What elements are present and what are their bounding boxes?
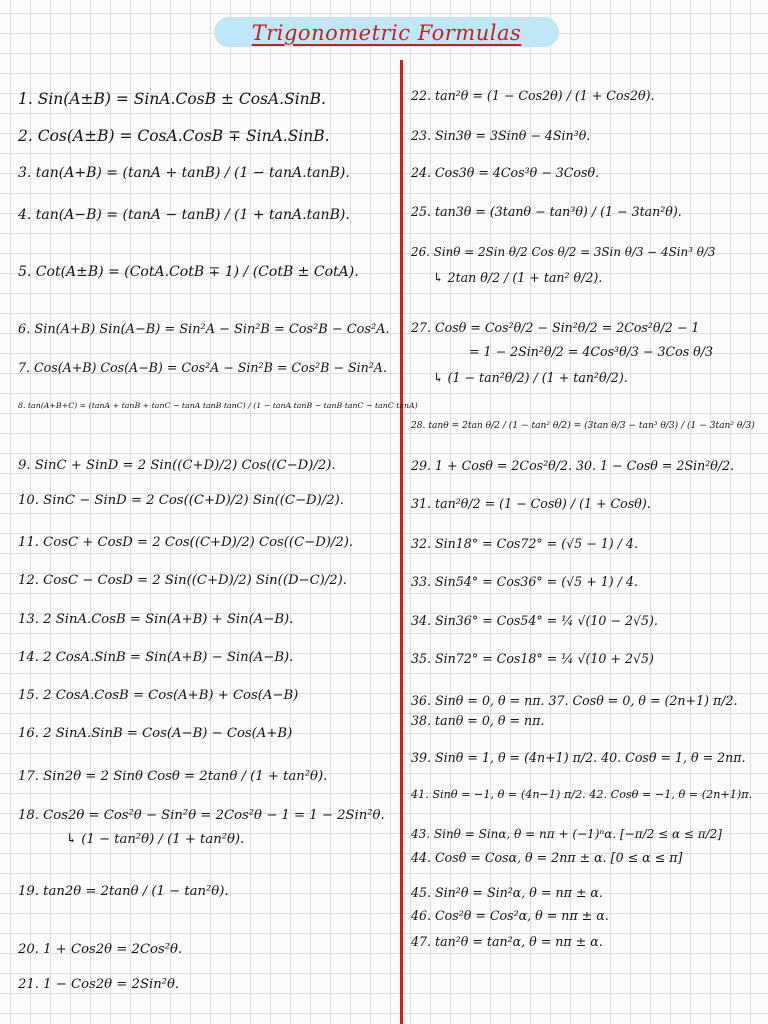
formula-45: 45. Sin²θ = Sin²α, θ = nπ ± α. bbox=[411, 885, 603, 900]
formula-16: 16. 2 SinA.SinB = Cos(A−B) − Cos(A+B) bbox=[18, 726, 293, 741]
formula-11: 11. CosC + CosD = 2 Cos((C+D)/2) Cos((C−D)/2). bbox=[18, 535, 354, 550]
formula-43: 43. Sinθ = Sinα, θ = nπ + (−1)ⁿα. [−π/2 ≤ α ≤ π/2] bbox=[411, 827, 722, 841]
formula-34: 34. Sin36° = Cos54° = ¼ √(10 − 2√5). bbox=[411, 613, 658, 628]
formula-31: 31. tan²θ/2 = (1 − Cosθ) / (1 + Cosθ). bbox=[411, 496, 651, 511]
formula-27: 27. Cosθ = Cos²θ/2 − Sin²θ/2 = 2Cos²θ/2 − 1 bbox=[411, 320, 700, 335]
formula-5: 5. Cot(A±B) = (CotA.CotB ∓ 1) / (CotB ± CotA). bbox=[18, 264, 359, 280]
formula-47: 47. tan²θ = tan²α, θ = nπ ± α. bbox=[411, 934, 603, 949]
formula-39-40: 39. Sinθ = 1, θ = (4n+1) π/2. 40. Cosθ = 1, θ = 2nπ. bbox=[411, 750, 746, 765]
formula-36-37: 36. Sinθ = 0, θ = nπ. 37. Cosθ = 0, θ = (2n+1) π/2. bbox=[411, 693, 738, 708]
formula-26: 26. Sinθ = 2Sin θ/2 Cos θ/2 = 3Sin θ/3 − 4Sin³ θ/3 bbox=[411, 245, 716, 259]
formula-28: 28. tanθ = 2tan θ/2 / (1 − tan² θ/2) = (3tan θ/3 − tan³ θ/3) / (1 − 3tan² θ/3) bbox=[411, 421, 755, 431]
page-title: Trigonometric Formulas bbox=[251, 21, 522, 45]
formula-23: 23. Sin3θ = 3Sinθ − 4Sin³θ. bbox=[411, 128, 591, 143]
formula-9: 9. SinC + SinD = 2 Sin((C+D)/2) Cos((C−D)/2). bbox=[18, 458, 336, 473]
formula-22: 22. tan²θ = (1 − Cos2θ) / (1 + Cos2θ). bbox=[411, 88, 655, 103]
formula-33: 33. Sin54° = Cos36° = (√5 + 1) / 4. bbox=[411, 574, 638, 589]
formula-21: 21. 1 − Cos2θ = 2Sin²θ. bbox=[18, 977, 180, 992]
formula-27-line-2: = 1 − 2Sin²θ/2 = 4Cos³θ/3 − 3Cos θ/3 bbox=[469, 344, 714, 359]
formula-10: 10. SinC − SinD = 2 Cos((C+D)/2) Sin((C−D)/2). bbox=[18, 493, 344, 508]
formula-25: 25. tan3θ = (3tanθ − tan³θ) / (1 − 3tan²θ). bbox=[411, 204, 682, 219]
formula-4: 4. tan(A−B) = (tanA − tanB) / (1 + tanA.tanB). bbox=[18, 207, 350, 223]
formula-26-alt: ↳ 2tan θ/2 / (1 + tan² θ/2). bbox=[433, 270, 603, 285]
formula-13: 13. 2 SinA.CosB = Sin(A+B) + Sin(A−B). bbox=[18, 612, 294, 627]
formula-46: 46. Cos²θ = Cos²α, θ = nπ ± α. bbox=[411, 908, 609, 923]
formula-29-30: 29. 1 + Cosθ = 2Cos²θ/2. 30. 1 − Cosθ = 2Sin²θ/2. bbox=[411, 458, 735, 473]
formula-15: 15. 2 CosA.CosB = Cos(A+B) + Cos(A−B) bbox=[18, 688, 299, 703]
formula-6: 6. Sin(A+B) Sin(A−B) = Sin²A − Sin²B = Cos²B − Cos²A. bbox=[18, 322, 390, 337]
formula-1: 1. Sin(A±B) = SinA.CosB ± CosA.SinB. bbox=[18, 90, 326, 108]
formula-38: 38. tanθ = 0, θ = nπ. bbox=[411, 713, 545, 728]
formula-27-alt: ↳ (1 − tan²θ/2) / (1 + tan²θ/2). bbox=[433, 370, 628, 385]
formula-41-42: 41. Sinθ = −1, θ = (4n−1) π/2. 42. Cosθ = −1, θ = (2n+1)π. bbox=[411, 788, 753, 801]
formula-8-lhs: 8. tan(A+B+C) = (tanA + tanB + tanC − tanA tanB tanC) / (1 − tanA tanB − tanB tanC − tanC tanA) bbox=[18, 401, 418, 410]
formula-19: 19. tan2θ = 2tanθ / (1 − tan²θ). bbox=[18, 884, 229, 899]
formula-44: 44. Cosθ = Cosα, θ = 2nπ ± α. [0 ≤ α ≤ π] bbox=[411, 850, 683, 865]
formula-17: 17. Sin2θ = 2 Sinθ Cosθ = 2tanθ / (1 + tan²θ). bbox=[18, 769, 328, 784]
formula-32: 32. Sin18° = Cos72° = (√5 − 1) / 4. bbox=[411, 536, 638, 551]
formula-3: 3. tan(A+B) = (tanA + tanB) / (1 − tanA.tanB). bbox=[18, 165, 350, 181]
formula-24: 24. Cos3θ = 4Cos³θ − 3Cosθ. bbox=[411, 165, 600, 180]
formula-18: 18. Cos2θ = Cos²θ − Sin²θ = 2Cos²θ − 1 = 1 − 2Sin²θ. bbox=[18, 808, 385, 823]
formula-12: 12. CosC − CosD = 2 Sin((C+D)/2) Sin((D−C)/2). bbox=[18, 573, 347, 588]
formula-2: 2. Cos(A±B) = CosA.CosB ∓ SinA.SinB. bbox=[18, 127, 330, 145]
formula-20: 20. 1 + Cos2θ = 2Cos²θ. bbox=[18, 942, 183, 957]
column-divider bbox=[400, 60, 403, 1024]
formula-7: 7. Cos(A+B) Cos(A−B) = Cos²A − Sin²B = Cos²B − Sin²A. bbox=[18, 360, 387, 375]
formula-14: 14. 2 CosA.SinB = Sin(A+B) − Sin(A−B). bbox=[18, 650, 294, 665]
formula-35: 35. Sin72° = Cos18° = ¼ √(10 + 2√5) bbox=[411, 651, 654, 666]
formula-18-alt: ↳ (1 − tan²θ) / (1 + tan²θ). bbox=[66, 832, 245, 847]
